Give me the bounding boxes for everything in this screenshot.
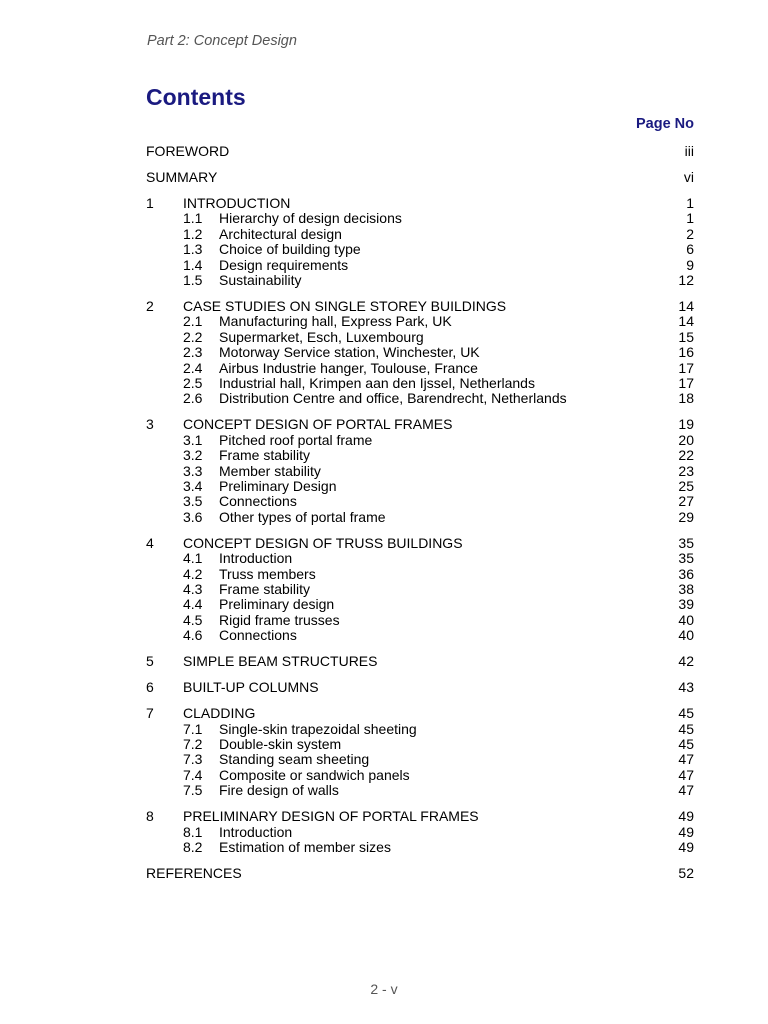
toc-number: 4.4 [183,596,203,612]
toc-title: Industrial hall, Krimpen aan den Ijssel, Netherlands [219,375,535,391]
toc-subsection-entry [146,839,694,855]
toc-number: 5 [146,653,154,669]
toc-title: Architectural design [219,226,342,242]
toc-number: 2.6 [183,390,203,406]
toc-page-number: 20 [678,432,694,448]
toc-number: 2.4 [183,360,203,376]
toc-number: 7 [146,705,154,721]
toc-title: Member stability [219,463,321,479]
toc-page-number: 9 [686,257,694,273]
toc-title: Truss members [219,566,316,582]
toc-entry [146,169,694,185]
toc-page-number: 43 [678,679,694,695]
toc-page-number: 14 [678,313,694,329]
toc-entry [146,865,694,881]
toc-title: Motorway Service station, Winchester, UK [219,344,480,360]
toc-subsection-entry [146,375,694,391]
toc-title: Introduction [219,550,293,566]
toc-entry [146,143,694,159]
toc-title: Standing seam sheeting [219,751,370,767]
toc-subsection-entry [146,824,694,840]
toc-subsection-entry [146,612,694,628]
toc-number: 7.3 [183,751,203,767]
toc-page-number: 47 [678,751,694,767]
toc-subsection-entry [146,226,694,242]
toc-title: INTRODUCTION [183,195,291,211]
toc-subsection-entry [146,782,694,798]
toc-page-number: 35 [678,550,694,566]
toc-entry [146,416,694,432]
toc-number: 7.2 [183,736,203,752]
toc-number: 1 [146,195,154,211]
page-footer: 2 - v [370,981,398,997]
toc-subsection-entry [146,360,694,376]
toc-number: 8.2 [183,839,203,855]
toc-entry [146,808,694,824]
toc-subsection-entry [146,767,694,783]
toc-subsection-entry [146,241,694,257]
toc-title: Fire design of walls [219,782,339,798]
toc-page-number: 40 [678,612,694,628]
toc-number: 7.5 [183,782,203,798]
toc-subsection-entry [146,509,694,525]
toc-number: 4.1 [183,550,203,566]
toc-page-number: 47 [678,782,694,798]
toc-subsection-entry [146,210,694,226]
toc-number: 1.2 [183,226,203,242]
toc-title: Double-skin system [219,736,342,752]
toc-page-number: 2 [686,226,694,242]
toc-page-number: 49 [678,824,694,840]
toc-page-number: 1 [686,195,694,211]
toc-entry [146,535,694,551]
running-header: Part 2: Concept Design [147,33,297,49]
toc-number: 1.5 [183,272,203,288]
toc-subsection-entry [146,432,694,448]
toc-number: 1.3 [183,241,203,257]
toc-entry [146,298,694,314]
toc-title: FOREWORD [146,143,230,159]
toc-title: Preliminary design [219,596,335,612]
toc-number: 2 [146,298,154,314]
toc-title: Sustainability [219,272,302,288]
toc-page-number: 36 [678,566,694,582]
contents-title: Contents [146,84,246,110]
toc-page-number: 16 [678,344,694,360]
toc-title: CLADDING [183,705,256,721]
toc-title: Estimation of member sizes [219,839,391,855]
toc-number: 4.6 [183,627,203,643]
toc-number: 1.4 [183,257,203,273]
toc-number: 2.1 [183,313,203,329]
toc-page-number: 17 [678,360,694,376]
toc-number: 3.4 [183,478,203,494]
toc-page-number: 19 [678,416,694,432]
toc-title: Other types of portal frame [219,509,386,525]
toc-subsection-entry [146,736,694,752]
toc-subsection-entry [146,257,694,273]
toc-page-number: 40 [678,627,694,643]
toc-title: REFERENCES [146,865,242,881]
toc-page-number: 35 [678,535,694,551]
toc-page-number: 15 [678,329,694,345]
toc-title: Rigid frame trusses [219,612,340,628]
toc-subsection-entry [146,550,694,566]
toc-title: Composite or sandwich panels [219,767,410,783]
toc-number: 6 [146,679,154,695]
toc-subsection-entry [146,390,694,406]
toc-page-number: 45 [678,705,694,721]
toc-subsection-entry [146,596,694,612]
toc-title: CONCEPT DESIGN OF PORTAL FRAMES [183,416,453,432]
page-no-heading: Page No [635,116,694,132]
toc-number: 2.2 [183,329,203,345]
toc-page-number: 12 [678,272,694,288]
toc-number: 4.5 [183,612,203,628]
toc-page-number: 49 [678,808,694,824]
toc-title: Connections [219,627,297,643]
toc-page-number: 6 [686,241,694,257]
toc-number: 3 [146,416,154,432]
toc-number: 1.1 [183,210,203,226]
toc-page-number: vi [683,169,694,185]
toc-subsection-entry [146,721,694,737]
toc-title: PRELIMINARY DESIGN OF PORTAL FRAMES [183,808,479,824]
toc-page-number: 25 [678,478,694,494]
toc-title: Pitched roof portal frame [219,432,373,448]
toc-subsection-entry [146,627,694,643]
toc-title: Hierarchy of design decisions [219,210,402,226]
toc-title: Connections [219,493,297,509]
toc-title: Frame stability [219,581,311,597]
toc-entry [146,679,694,695]
toc-number: 3.1 [183,432,203,448]
toc-number: 3.5 [183,493,203,509]
toc-number: 3.2 [183,447,203,463]
toc-number: 2.5 [183,375,203,391]
toc-number: 7.1 [183,721,203,737]
toc-title: Supermarket, Esch, Luxembourg [219,329,424,345]
toc-number: 2.3 [183,344,203,360]
toc-page-number: 39 [678,596,694,612]
toc-subsection-entry [146,566,694,582]
toc-subsection-entry [146,313,694,329]
toc-page-number: 23 [678,463,694,479]
toc-page-number: 47 [678,767,694,783]
toc-number: 4.3 [183,581,203,597]
toc-number: 3.3 [183,463,203,479]
toc-page-number: 18 [678,390,694,406]
toc-subsection-entry [146,493,694,509]
toc-subsection-entry [146,329,694,345]
toc-page-number: 38 [678,581,694,597]
toc-title: Airbus Industrie hanger, Toulouse, France [219,360,478,376]
toc-title: Preliminary Design [219,478,337,494]
toc-page-number: 17 [678,375,694,391]
toc-title: SUMMARY [146,169,218,185]
toc-subsection-entry [146,463,694,479]
toc-number: 8.1 [183,824,203,840]
toc-subsection-entry [146,478,694,494]
toc-page-number: 45 [678,721,694,737]
toc-page-number: 42 [678,653,694,669]
toc-entry [146,705,694,721]
toc-subsection-entry [146,581,694,597]
toc-title: Introduction [219,824,293,840]
toc-number: 7.4 [183,767,203,783]
toc-title: SIMPLE BEAM STRUCTURES [183,653,378,669]
toc-page-number: iii [684,143,694,159]
toc-title: CONCEPT DESIGN OF TRUSS BUILDINGS [183,535,463,551]
toc-title: CASE STUDIES ON SINGLE STOREY BUILDINGS [183,298,507,314]
toc-entry [146,195,694,211]
toc-number: 4 [146,535,154,551]
toc-title: Single-skin trapezoidal sheeting [219,721,417,737]
toc-title: Frame stability [219,447,311,463]
toc-page-number: 14 [678,298,694,314]
toc-title: Choice of building type [219,241,361,257]
toc-subsection-entry [146,751,694,767]
toc-page-number: 22 [678,447,694,463]
toc-title: Manufacturing hall, Express Park, UK [219,313,452,329]
toc-subsection-entry [146,272,694,288]
toc-title: Design requirements [219,257,349,273]
toc-number: 4.2 [183,566,203,582]
toc-subsection-entry [146,344,694,360]
toc-page-number: 27 [678,493,694,509]
toc-entry [146,653,694,669]
toc-subsection-entry [146,447,694,463]
toc-number: 3.6 [183,509,203,525]
toc-page-number: 49 [678,839,694,855]
toc-page-number: 52 [678,865,694,881]
toc-number: 8 [146,808,154,824]
toc-page-number: 45 [678,736,694,752]
toc-title: BUILT-UP COLUMNS [183,679,319,695]
toc-page-number: 29 [678,509,694,525]
toc-page-number: 1 [686,210,694,226]
toc-title: Distribution Centre and office, Barendrecht, Netherlands [219,390,567,406]
